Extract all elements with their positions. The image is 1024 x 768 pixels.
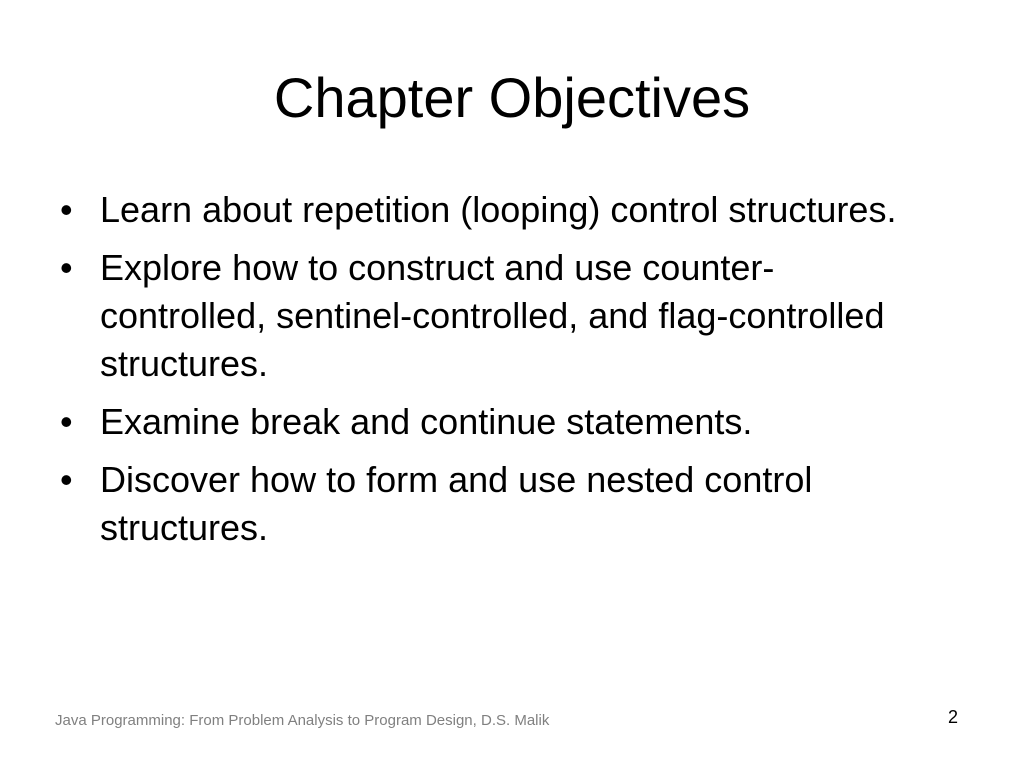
bullet-text: Learn about repetition (looping) control structures.: [100, 189, 897, 230]
bullet-icon: •: [60, 459, 73, 500]
bullet-icon: •: [60, 189, 73, 230]
bullet-item: [56, 398, 936, 446]
bullet-text: Discover how to form and use nested control structures.: [100, 459, 813, 548]
bullet-icon: •: [60, 401, 73, 442]
bullet-item: [56, 456, 936, 552]
bullet-icon: •: [60, 247, 73, 288]
bullet-list: [56, 186, 936, 562]
footer-citation: Java Programming: From Problem Analysis to Program Design, D.S. Malik: [55, 712, 550, 729]
bullet-item: [56, 186, 936, 234]
bullet-text: Examine break and continue statements.: [100, 401, 753, 442]
bullet-text: Explore how to construct and use counter-controlled, sentinel-controlled, and flag-controlled structures.: [100, 247, 885, 384]
bullet-item: [56, 244, 936, 388]
page-number: 2: [948, 707, 959, 727]
slide-title: Chapter Objectives: [273, 66, 751, 129]
